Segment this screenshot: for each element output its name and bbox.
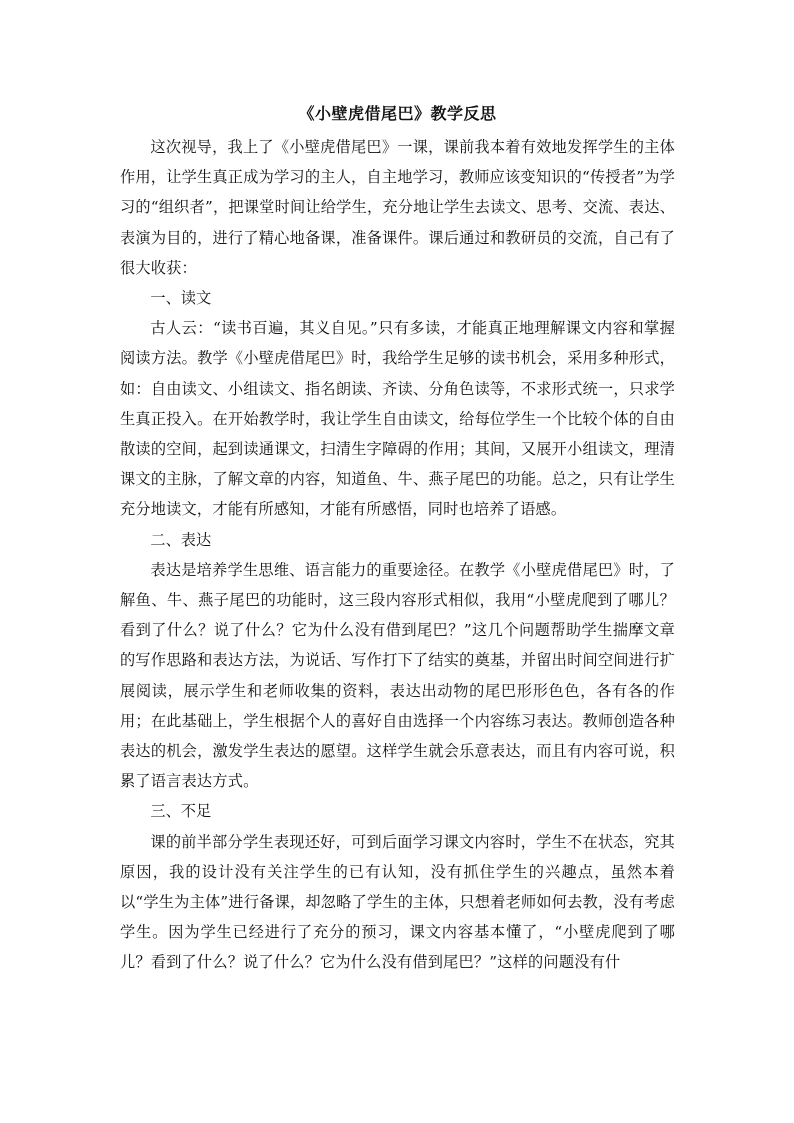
section-body-shortcomings: 课的前半部分学生表现还好，可到后面学习课文内容时，学生不在状态，究其原因，我的设计没有关注学生的已有认知，没有抓住学生的兴趣点，虽然本着以“学生为主体”进行备课，却忽略了学生的主体，只想着老师如何去教，没有考虑学生。因为学生已经进行了充分的预习，课文内容基本懂了，“小壁虎爬到了哪儿？看到了什么？说了什么？它为什么没有借到尾巴？”这样的问题没有什 (120, 832, 675, 972)
section-heading-reading: 一、读文 (150, 289, 212, 308)
section-body-expression: 表达是培养学生思维、语言能力的重要途径。在教学《小壁虎借尾巴》时，了解鱼、牛、燕子尾巴的功能时，这三段内容形式相似，我用“小壁虎爬到了哪儿？看到了什么？说了什么？它为什么没有借到尾巴？”这几个问题帮助学生揣摩文章的写作思路和表达方法，为说话、写作打下了结实的奠基，并留出时间空间进行扩展阅读，展示学生和老师收集的资料，表达出动物的尾巴形形色色，各有各的作用；在此基础上，学生根据个人的喜好自由选择一个内容练习表达。教师创造各种表达的机会，激发学生表达的愿望。这样学生就会乐意表达，而且有内容可说，积累了语言表达方式。 (120, 560, 675, 791)
document-body (120, 103, 675, 978)
document-title: 《小壁虎借尾巴》教学反思 (298, 104, 497, 123)
section-body-reading: 古人云：“读书百遍，其义自见。”只有多读，才能真正地理解课文内容和掌握阅读方法。教学《小壁虎借尾巴》时，我给学生足够的读书机会，采用多种形式，如：自由读文、小组读文、指名朗读、齐读、分角色读等，不求形式统一，只求学生真正投入。在开始教学时，我让学生自由读文，给每位学生一个比较个体的自由散读的空间，起到读通课文，扫清生字障碍的作用；其间，又展开小组读文，理清课文的主脉，了解文章的内容，知道鱼、牛、燕子尾巴的功能。总之，只有让学生充分地读文，才能有所感知，才能有所感悟，同时也培养了语感。 (120, 319, 675, 519)
section-heading-expression: 二、表达 (150, 530, 212, 549)
intro-paragraph: 这次视导，我上了《小壁虎借尾巴》一课，课前我本着有效地发挥学生的主体作用，让学生真正成为学习的主人，自主地学习，教师应该变知识的“传授者”为学习的“组织者”，把课堂时间让给学生，充分地让学生去读文、思考、交流、表达、表演为目的，进行了精心地备课，准备课件。课后通过和教研员的交流，自己有了很大收获： (120, 138, 675, 277)
section-heading-shortcomings: 三、不足 (150, 802, 212, 821)
